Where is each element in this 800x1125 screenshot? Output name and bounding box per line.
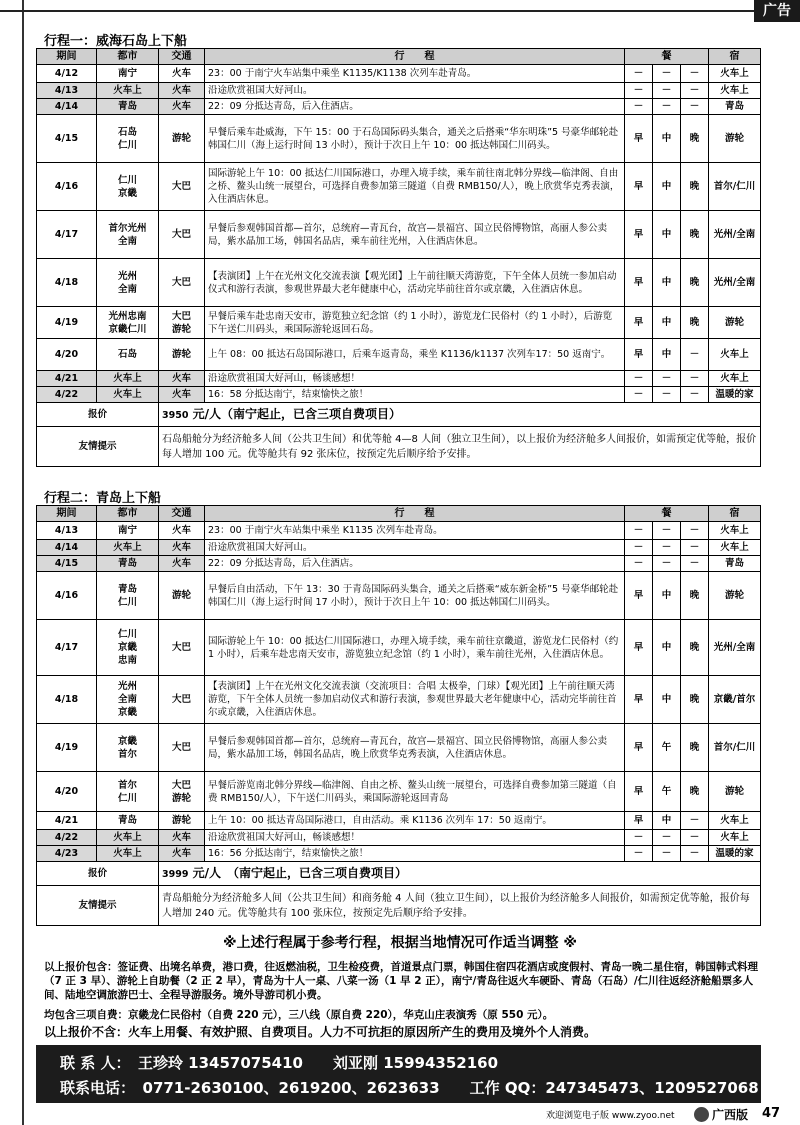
meal-dinner-cell: － [681, 812, 709, 830]
city-cell: 火车上 [97, 387, 159, 403]
price-cell [159, 403, 761, 427]
meal-dinner-cell: － [681, 846, 709, 862]
transport-cell: 游轮 [159, 339, 205, 371]
itinerary-desc-cell: 沿途欣赏祖国大好河山，畅谈感想！ [205, 371, 625, 387]
itinerary-row [37, 620, 761, 676]
meal-dinner-cell: 晚 [681, 572, 709, 620]
tip-text: 石岛船舱分为经济舱多人间（公共卫生间）和优等舱 4—8 人间（独立卫生间），以上报价为经济舱多人间报价，如需预定优等舱，报价每人增加 100 元。优等舱共有 92 张床位，按预定先后顺序给予安排。 [159, 427, 761, 467]
transport-cell: 火车 [159, 522, 205, 540]
date-cell: 4/22 [37, 830, 97, 846]
top-banner [0, 0, 800, 22]
header-cell: 宿 [709, 49, 761, 65]
lodging-cell: 光州/全南 [709, 211, 761, 259]
itinerary-desc-cell: 23：00 于南宁火车站集中乘坐 K1135/K1138 次列车赴青岛。 [205, 65, 625, 83]
meal-dinner-cell: 晚 [681, 259, 709, 307]
meal-breakfast-cell: － [625, 556, 653, 572]
itinerary-desc-cell: 23：00 于南宁火车站集中乘坐 K1135 次列车赴青岛。 [205, 522, 625, 540]
brand-logo-icon [694, 1107, 709, 1122]
transport-cell: 大巴 [159, 259, 205, 307]
date-cell: 4/13 [37, 522, 97, 540]
date-cell: 4/20 [37, 772, 97, 812]
meal-dinner-cell: － [681, 83, 709, 99]
date-cell: 4/18 [37, 676, 97, 724]
meal-dinner-cell: 晚 [681, 307, 709, 339]
meal-lunch-cell: － [653, 522, 681, 540]
excludes-block [44, 1025, 762, 1039]
transport-cell: 火车 [159, 556, 205, 572]
itinerary-desc-cell: 沿途欣赏祖国大好河山。 [205, 83, 625, 99]
date-cell: 4/16 [37, 163, 97, 211]
itinerary-row [37, 259, 761, 307]
meal-breakfast-cell: 早 [625, 724, 653, 772]
left-border-line [22, 0, 24, 1125]
date-cell: 4/12 [37, 65, 97, 83]
trip1-title: 行程一：威海石岛上下船 [44, 34, 188, 49]
itinerary-row [37, 387, 761, 403]
meal-breakfast-cell: 早 [625, 676, 653, 724]
itinerary-row [37, 115, 761, 163]
header-cell: 宿 [709, 506, 761, 522]
header-cell: 都市 [97, 49, 159, 65]
meal-dinner-cell: 晚 [681, 676, 709, 724]
meal-breakfast-cell: － [625, 65, 653, 83]
city-cell: 青岛 [97, 556, 159, 572]
itinerary-desc-cell: 沿途欣赏祖国大好河山，畅谈感想！ [205, 830, 625, 846]
meal-lunch-cell: 中 [653, 339, 681, 371]
meal-dinner-cell: 晚 [681, 115, 709, 163]
city-cell: 南宁 [97, 522, 159, 540]
itinerary-row [37, 846, 761, 862]
meal-dinner-cell: － [681, 99, 709, 115]
city-cell: 光州 全南 京畿 [97, 676, 159, 724]
itinerary-row [37, 371, 761, 387]
excludes-text: 火车上用餐、有效护照、自费项目。人力不可抗拒的原因所产生的费用及境外个人消费。 [128, 1025, 597, 1039]
itinerary-row [37, 572, 761, 620]
self-pay-block [44, 1008, 762, 1022]
price-note: 元/人 （南宁起止，已含三项自费项目） [188, 865, 408, 880]
top-rule [0, 10, 800, 12]
meal-breakfast-cell: 早 [625, 572, 653, 620]
date-cell: 4/17 [37, 620, 97, 676]
meal-breakfast-cell: 早 [625, 339, 653, 371]
lodging-cell: 温暖的家 [709, 846, 761, 862]
itinerary-desc-cell: 国际游轮上午 10：00 抵达仁川国际港口，办理入境手续，乘车前往京畿道，游览龙仁民俗村（约 1 小时），后乘车赴忠南天安市，游览独立纪念馆（约 1 小时），乘车前往光州，入住酒店休息。 [205, 620, 625, 676]
meal-lunch-cell: － [653, 556, 681, 572]
lodging-cell: 火车上 [709, 522, 761, 540]
transport-cell: 火车 [159, 830, 205, 846]
header-cell: 餐 [625, 49, 709, 65]
lodging-cell: 火车上 [709, 65, 761, 83]
meal-lunch-cell: － [653, 846, 681, 862]
price-amount: 3950 [162, 409, 189, 421]
ad-tag: 广告 [754, 0, 800, 22]
itinerary-row [37, 83, 761, 99]
itinerary-desc-cell: 【表演团】上午在光州文化交流表演【观光团】上午前往顺天湾游览，下午全体人员统一参加启动仪式和游行表演，参观世界最大老年健康中心，活动完毕前往首尔或京畿，入住酒店休息。 [205, 259, 625, 307]
date-cell: 4/20 [37, 339, 97, 371]
itinerary-desc-cell: 国际游轮上午 10：00 抵达仁川国际港口，办理入境手续，乘车前往南北韩分界线—临津阁、自由之桥、鳌头山统一展望台，可选择自费参加第三隧道（自费 RMB150/人），晚上欣赏华克秀表演，入住酒店休息。 [205, 163, 625, 211]
meal-lunch-cell: － [653, 99, 681, 115]
lodging-cell: 火车上 [709, 830, 761, 846]
meal-lunch-cell: － [653, 540, 681, 556]
header-cell: 都市 [97, 506, 159, 522]
meal-lunch-cell: － [653, 65, 681, 83]
tip-label: 友情提示 [37, 427, 159, 467]
includes-text: 签证费、出境名单费，港口费，往返燃油税，卫生检疫费，首道景点门票，韩国住宿四花酒店或度假村、青岛一晚二星住宿，韩国韩式料理（7 正 3 早）、游轮上自助餐（2 正 2 早），青岛为十人一桌、八菜一汤（1 早 2 正），南宁/青岛往返火车硬卧、青岛（石岛）/仁川往返经济舱船票多人间、陆地空调旅游巴士、全程导游服务。境外导游司机小费。 [44, 961, 758, 1001]
header-cell: 交通 [159, 506, 205, 522]
city-cell: 仁川 京畿 [97, 163, 159, 211]
transport-cell: 火车 [159, 387, 205, 403]
price-label: 报价 [37, 403, 159, 427]
date-cell: 4/14 [37, 540, 97, 556]
date-cell: 4/15 [37, 556, 97, 572]
header-cell: 餐 [625, 506, 709, 522]
itinerary-desc-cell: 16：56 分抵达南宁，结束愉快之旅！ [205, 846, 625, 862]
itinerary-row [37, 556, 761, 572]
meal-lunch-cell: － [653, 371, 681, 387]
lodging-cell: 火车上 [709, 339, 761, 371]
meal-dinner-cell: － [681, 556, 709, 572]
lodging-cell: 光州/全南 [709, 620, 761, 676]
date-cell: 4/19 [37, 724, 97, 772]
city-cell: 火车上 [97, 846, 159, 862]
lodging-cell: 温暖的家 [709, 387, 761, 403]
footer-site: 欢迎浏览电子版 www.zyoo.net [546, 1111, 675, 1121]
itinerary-desc-cell: 早餐后参观韩国首都—首尔，总统府—青瓦台，故宫—景福宫、国立民俗博物馆，高丽人参公卖局，紫水晶加工场，韩国名品店，晚上欣赏华克秀表演，入住酒店休息。 [205, 724, 625, 772]
date-cell: 4/18 [37, 259, 97, 307]
lodging-cell: 游轮 [709, 307, 761, 339]
meal-breakfast-cell: 早 [625, 812, 653, 830]
meal-breakfast-cell: － [625, 522, 653, 540]
transport-cell: 火车 [159, 540, 205, 556]
meal-dinner-cell: － [681, 339, 709, 371]
meal-lunch-cell: 午 [653, 772, 681, 812]
meal-breakfast-cell: 早 [625, 620, 653, 676]
meal-breakfast-cell: 早 [625, 211, 653, 259]
city-cell: 光州 全南 [97, 259, 159, 307]
city-cell: 仁川 京畿 忠南 [97, 620, 159, 676]
page-footer [0, 1106, 800, 1125]
itinerary-row [37, 724, 761, 772]
date-cell: 4/21 [37, 812, 97, 830]
meal-lunch-cell: 中 [653, 115, 681, 163]
itinerary-row [37, 676, 761, 724]
transport-cell: 大巴 游轮 [159, 772, 205, 812]
itinerary-row [37, 99, 761, 115]
header-cell: 期间 [37, 49, 97, 65]
date-cell: 4/13 [37, 83, 97, 99]
city-cell: 火车上 [97, 371, 159, 387]
contact-persons: 联 系 人： 王珍玲 13457075410 刘亚刚 15994352160 [60, 1054, 499, 1072]
tip-label: 友情提示 [37, 886, 159, 926]
itinerary-row [37, 830, 761, 846]
city-cell: 首尔 仁川 [97, 772, 159, 812]
meal-lunch-cell: 中 [653, 812, 681, 830]
transport-cell: 火车 [159, 83, 205, 99]
contact-phones: 联系电话： 0771-2630100、2619200、2623633 工作 QQ：247345473、1209527068 [60, 1079, 759, 1097]
includes-label: 以上报价包含： [44, 961, 118, 973]
lodging-cell: 青岛 [709, 556, 761, 572]
city-cell: 火车上 [97, 830, 159, 846]
price-note: 元/人（南宁起止，已含三项自费项目） [188, 406, 402, 421]
transport-cell: 大巴 [159, 211, 205, 259]
itinerary-desc-cell: 早餐后乘车赴威海，下午 15：00 于石岛国际码头集合，通关之后搭乘“华东明珠”5 号豪华邮轮赴韩国仁川（海上运行时间 13 小时），预计于次日上午 10：00 抵达韩国仁川码头。 [205, 115, 625, 163]
itinerary-row [37, 307, 761, 339]
date-cell: 4/22 [37, 387, 97, 403]
transport-cell: 火车 [159, 846, 205, 862]
date-cell: 4/17 [37, 211, 97, 259]
lodging-cell: 火车上 [709, 83, 761, 99]
transport-cell: 大巴 [159, 676, 205, 724]
itinerary-row [37, 163, 761, 211]
transport-cell: 大巴 [159, 163, 205, 211]
meal-breakfast-cell: － [625, 371, 653, 387]
meal-breakfast-cell: － [625, 846, 653, 862]
meal-breakfast-cell: 早 [625, 115, 653, 163]
meal-dinner-cell: － [681, 65, 709, 83]
lodging-cell: 火车上 [709, 540, 761, 556]
meal-lunch-cell: 中 [653, 676, 681, 724]
city-cell: 首尔光州 全南 [97, 211, 159, 259]
itinerary-row [37, 339, 761, 371]
lodging-cell: 光州/全南 [709, 259, 761, 307]
city-cell: 青岛 [97, 99, 159, 115]
itinerary-desc-cell: 【表演团】上午在光州文化交流表演（交流项目：合唱 太极拳，门球）【观光团】上午前往顺天湾游览，下午全体人员统一参加启动仪式和游行表演，参观世界最大老年健康中心，活动完毕前往首尔或京畿，入住酒店休息。 [205, 676, 625, 724]
meal-lunch-cell: 中 [653, 307, 681, 339]
meal-dinner-cell: － [681, 522, 709, 540]
meal-lunch-cell: 中 [653, 259, 681, 307]
itinerary-note: ※上述行程属于参考行程，根据当地情况可作适当调整 ※ [222, 935, 578, 951]
transport-cell: 大巴 [159, 620, 205, 676]
itinerary-row [37, 65, 761, 83]
meal-lunch-cell: 中 [653, 163, 681, 211]
page-number: 47 [762, 1106, 781, 1121]
itinerary-desc-cell: 早餐后参观韩国首都—首尔，总统府—青瓦台，故宫—景福宫、国立民俗博物馆，高丽人参公卖局，紫水晶加工场，韩国名品店，乘车前往光州，入住酒店休息。 [205, 211, 625, 259]
meal-dinner-cell: － [681, 830, 709, 846]
meal-lunch-cell: 中 [653, 211, 681, 259]
itinerary-desc-cell: 22：09 分抵达青岛，后入住酒店。 [205, 556, 625, 572]
transport-cell: 火车 [159, 371, 205, 387]
city-cell: 青岛 仁川 [97, 572, 159, 620]
meal-dinner-cell: － [681, 371, 709, 387]
trip1-table [36, 48, 761, 467]
lodging-cell: 火车上 [709, 812, 761, 830]
footer-edition: 广西版 [712, 1108, 749, 1122]
lodging-cell: 青岛 [709, 99, 761, 115]
transport-cell: 大巴 [159, 724, 205, 772]
meal-breakfast-cell: 早 [625, 307, 653, 339]
meal-dinner-cell: 晚 [681, 620, 709, 676]
self-pay-label: 均包含三项自费： [44, 1009, 128, 1021]
lodging-cell: 首尔/仁川 [709, 163, 761, 211]
meal-dinner-cell: 晚 [681, 163, 709, 211]
transport-cell: 游轮 [159, 115, 205, 163]
city-cell: 青岛 [97, 812, 159, 830]
itinerary-row [37, 522, 761, 540]
meal-dinner-cell: 晚 [681, 772, 709, 812]
itinerary-desc-cell: 上午 08：00 抵达石岛国际港口，后乘车返青岛，乘坐 K1136/k1137 次列车17：50 返南宁。 [205, 339, 625, 371]
tip-text: 青岛船舱分为经济舱多人间（公共卫生间）和商务舱 4 人间（独立卫生间），以上报价为经济舱多人间报价，如需预定优等舱，报价每人增加 240 元。优等舱共有 100 张床位，按预定先后顺序给予安排。 [159, 886, 761, 926]
header-cell: 行 程 [205, 49, 625, 65]
meal-breakfast-cell: 早 [625, 772, 653, 812]
itinerary-desc-cell: 22：09 分抵达青岛，后入住酒店。 [205, 99, 625, 115]
date-cell: 4/23 [37, 846, 97, 862]
price-amount: 3999 [162, 868, 189, 880]
contact-panel [36, 1045, 761, 1103]
meal-breakfast-cell: － [625, 830, 653, 846]
lodging-cell: 游轮 [709, 572, 761, 620]
meal-dinner-cell: 晚 [681, 724, 709, 772]
city-cell: 南宁 [97, 65, 159, 83]
price-cell [159, 862, 761, 886]
itinerary-desc-cell: 16：58 分抵达南宁，结束愉快之旅！ [205, 387, 625, 403]
itinerary-row [37, 772, 761, 812]
itinerary-row [37, 812, 761, 830]
meal-breakfast-cell: 早 [625, 259, 653, 307]
itinerary-row [37, 540, 761, 556]
meal-breakfast-cell: － [625, 540, 653, 556]
itinerary-desc-cell: 上午 10：00 抵达青岛国际港口，自由活动。乘 K1136 次列车 17：50 返南宁。 [205, 812, 625, 830]
meal-lunch-cell: 中 [653, 620, 681, 676]
meal-dinner-cell: － [681, 540, 709, 556]
lodging-cell: 火车上 [709, 371, 761, 387]
city-cell: 石岛 仁川 [97, 115, 159, 163]
trip2-title: 行程二：青岛上下船 [44, 491, 162, 506]
itinerary-row [37, 211, 761, 259]
city-cell: 火车上 [97, 83, 159, 99]
meal-breakfast-cell: － [625, 99, 653, 115]
date-cell: 4/14 [37, 99, 97, 115]
date-cell: 4/16 [37, 572, 97, 620]
date-cell: 4/19 [37, 307, 97, 339]
itinerary-desc-cell: 早餐后乘车赴忠南天安市，游览独立纪念馆（约 1 小时），游览龙仁民俗村（约 1 小时），后游览下午送仁川码头，乘国际游轮返回石岛。 [205, 307, 625, 339]
lodging-cell: 游轮 [709, 115, 761, 163]
city-cell: 京畿 首尔 [97, 724, 159, 772]
self-pay-text: 京畿龙仁民俗村（自费 220 元），三八线（原自费 220），华克山庄表演秀（原 550 元）。 [128, 1009, 554, 1021]
meal-dinner-cell: 晚 [681, 211, 709, 259]
meal-lunch-cell: － [653, 83, 681, 99]
transport-cell: 游轮 [159, 572, 205, 620]
includes-block [44, 960, 762, 1002]
lodging-cell: 首尔/仁川 [709, 724, 761, 772]
meal-lunch-cell: 中 [653, 572, 681, 620]
meal-dinner-cell: － [681, 387, 709, 403]
meal-breakfast-cell: － [625, 83, 653, 99]
lodging-cell: 京畿/首尔 [709, 676, 761, 724]
itinerary-desc-cell: 早餐后自由活动，下午 13：30 于青岛国际码头集合，通关之后搭乘“威东新金桥”5 号豪华邮轮赴韩国仁川（海上运行时间 17 小时），预计于次日上午 10：00 抵达韩国仁川码头。 [205, 572, 625, 620]
trip2-table [36, 505, 761, 926]
header-cell: 交通 [159, 49, 205, 65]
itinerary-desc-cell: 早餐后游览南北韩分界线—临津阁、自由之桥、鳌头山统一展望台，可选择自费参加第三隧道（自费 RMB150/人），下午送仁川码头，乘国际游轮返回青岛 [205, 772, 625, 812]
city-cell: 石岛 [97, 339, 159, 371]
lodging-cell: 游轮 [709, 772, 761, 812]
meal-lunch-cell: － [653, 830, 681, 846]
meal-lunch-cell: － [653, 387, 681, 403]
transport-cell: 火车 [159, 65, 205, 83]
transport-cell: 游轮 [159, 812, 205, 830]
transport-cell: 火车 [159, 99, 205, 115]
itinerary-desc-cell: 沿途欣赏祖国大好河山。 [205, 540, 625, 556]
city-cell: 火车上 [97, 540, 159, 556]
date-cell: 4/21 [37, 371, 97, 387]
city-cell: 光州忠南 京畿仁川 [97, 307, 159, 339]
price-label: 报价 [37, 862, 159, 886]
date-cell: 4/15 [37, 115, 97, 163]
header-cell: 期间 [37, 506, 97, 522]
excludes-label: 以上报价不含： [44, 1025, 129, 1039]
header-cell: 行 程 [205, 506, 625, 522]
transport-cell: 大巴 游轮 [159, 307, 205, 339]
meal-breakfast-cell: 早 [625, 163, 653, 211]
meal-lunch-cell: 午 [653, 724, 681, 772]
meal-breakfast-cell: － [625, 387, 653, 403]
